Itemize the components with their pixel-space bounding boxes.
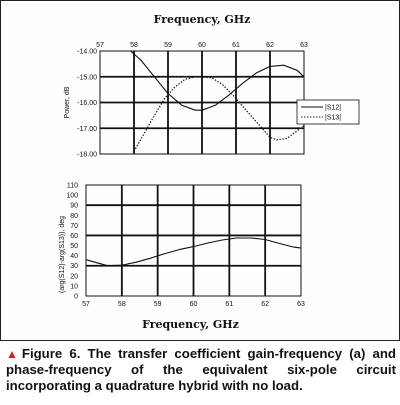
chart2-y-tick-label: 70 [70,222,78,230]
chart2-y-tick-label: 40 [70,253,78,261]
chart1-legend-label: |S12| [325,104,342,112]
chart2-x-tick-label: 62 [261,301,270,308]
chart2-y-tick-label: 0 [74,293,78,301]
chart2-y-tick-label: 60 [70,232,78,240]
chart1-y-tick-label: -18.00 [77,151,97,159]
chart1-x-tick-label: 60 [198,42,206,49]
chart1-x-tick-label: 62 [266,42,274,49]
chart1-title: Frequency, GHz [153,13,251,26]
chart1-series-s12-line [131,51,304,110]
chart2-y-tick-label: 100 [66,192,78,200]
chart2-y-tick-label: 30 [70,263,78,271]
caption-text: Figure 6. The transfer coefficient gain-frequency (a) and phase-frequency of the equivalent six-pole circuit incorporating a quadrature hybrid with no load. [6,346,396,393]
chart2-y-tick-label: 80 [70,212,78,220]
chart2-x-tick-label: 59 [153,301,162,308]
chart1-series-s13-line [134,77,304,152]
chart1-y-tick-label: -15.00 [77,74,97,82]
chart2-y-tick-label: 50 [70,243,78,251]
chart1-x-tick-label: 57 [96,42,104,49]
chart2-x-tick-label: 57 [82,301,90,308]
chart1-x-tick-label: 59 [164,42,172,49]
chart2-y-tick-label: 10 [70,283,78,291]
chart2-x-tick-label: 58 [117,301,126,308]
charts-svg [1,1,400,342]
chart1-x-tick-label: 58 [130,42,138,49]
chart1-y-tick-label: -14.00 [77,48,97,56]
chart1-y-tick-label: -16.00 [77,100,97,107]
chart1-y-axis-label: Power, dB [64,86,71,119]
chart1-x-tick-label: 61 [232,42,240,49]
chart2-x-tick-label: 63 [297,301,305,308]
chart2-x-tick-label: 60 [189,301,198,308]
caption-triangle-icon: ▲ [6,347,18,361]
chart1-x-tick-label: 63 [300,42,308,49]
chart2-y-tick-label: 90 [70,202,78,210]
chart2-y-tick-label: 110 [66,182,78,190]
chart1-legend-label: |S13| [325,114,342,122]
chart2-y-axis-label: (arg(S12)-arg(S13)), deg [59,215,66,294]
chart1-y-tick-label: -17.00 [77,125,97,133]
chart2-x-tick-label: 61 [225,301,234,308]
chart2-x-axis-label: Frequency, GHz [142,318,239,331]
chart2-y-tick-label: 20 [70,273,78,281]
figure-caption [6,346,396,394]
